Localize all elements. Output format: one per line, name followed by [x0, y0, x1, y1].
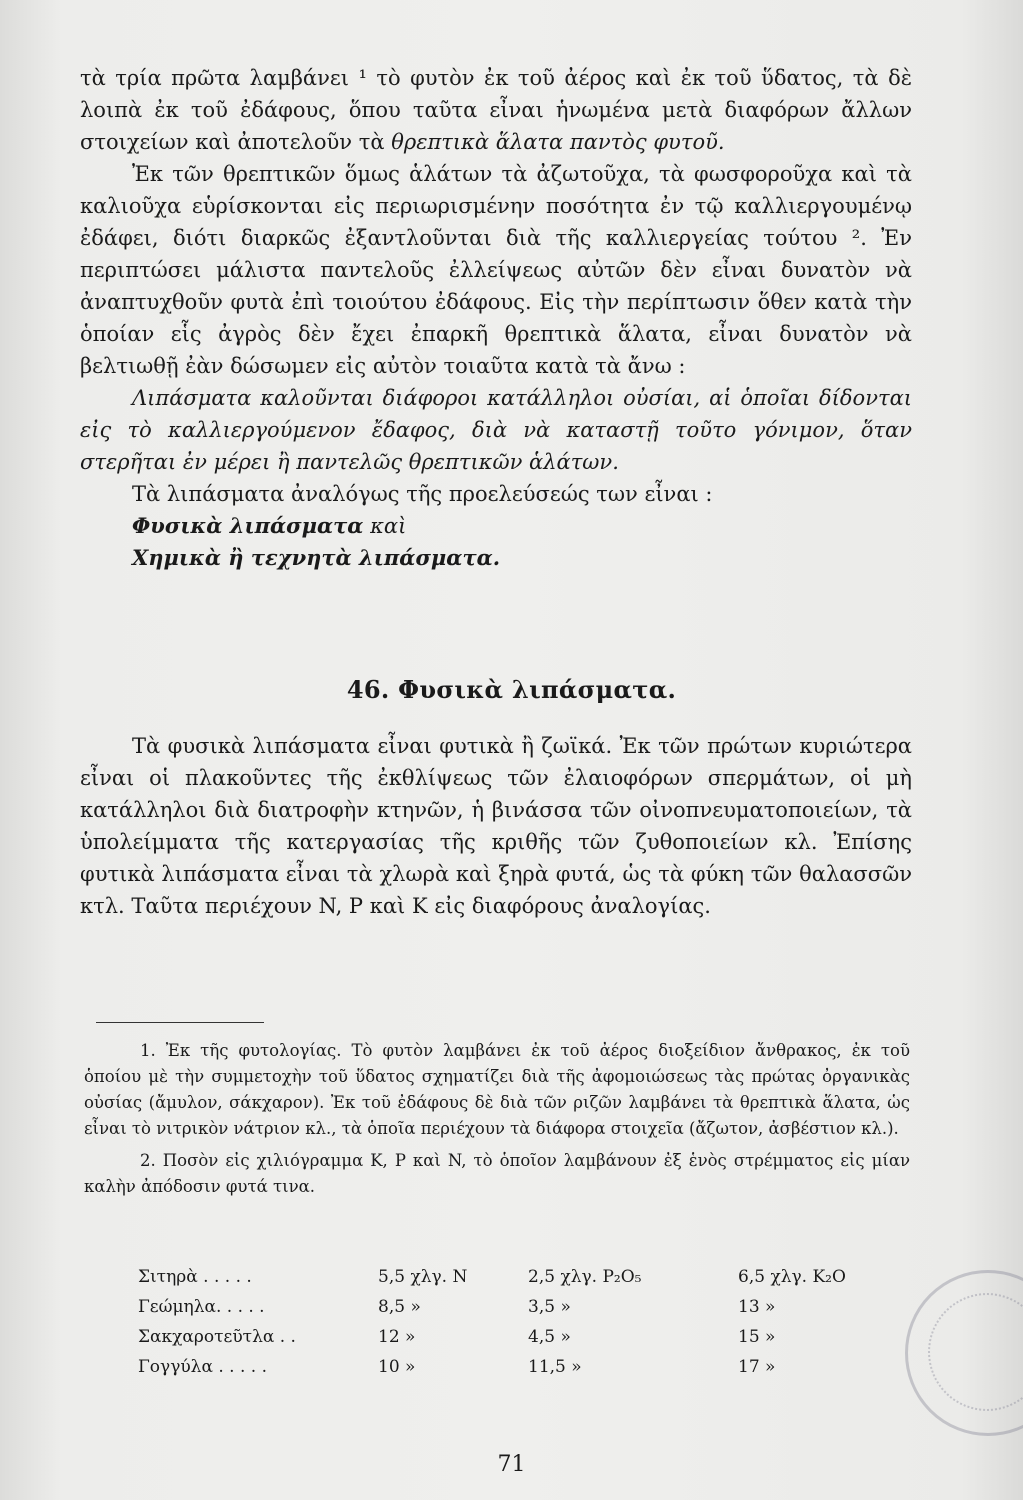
footnote-2: 2. Ποσὸν εἰς χιλιόγραμμα K, P καὶ N, τὸ ὁποῖον λαμβάνουν ἐξ ἑνὸς στρέμματος εἰς μίαν καλὴν ἀπόδοσιν φυτά τινα. — [84, 1151, 910, 1196]
table-cell: Γογγύλα . . . . . — [138, 1357, 267, 1377]
paragraph-4: Τὰ λιπάσματα ἀναλόγως τῆς προελεύσεώς των εἶναι : — [132, 482, 713, 506]
table-cell: 13 » — [738, 1297, 776, 1317]
paragraph-1 — [80, 62, 912, 158]
list-item-natural — [132, 510, 912, 542]
section-heading: 46. Φυσικὰ λιπάσματα. — [346, 675, 677, 704]
table-row — [138, 1292, 868, 1322]
fertilizer-table — [138, 1262, 868, 1382]
table-cell: 4,5 » — [528, 1327, 571, 1347]
table-cell: 10 » — [378, 1357, 416, 1377]
table-row — [138, 1322, 868, 1352]
table-cell: Σακχαροτεῦτλα . . — [138, 1327, 296, 1347]
paragraph-1-emphasis: θρεπτικὰ ἅλατα παντὸς φυτοῦ. — [391, 130, 725, 154]
list-item-chemical: Χημικὰ ἢ τεχνητὰ λιπάσματα. — [132, 545, 501, 570]
list-item-natural-tail: καὶ — [363, 514, 407, 538]
section-body — [80, 730, 912, 922]
table-cell: 8,5 » — [378, 1297, 421, 1317]
library-stamp — [905, 1270, 1023, 1436]
table-cell: 3,5 » — [528, 1297, 571, 1317]
section-paragraph: Τὰ φυσικὰ λιπάσματα εἶναι φυτικὰ ἢ ζωϊκά. Ἐκ τῶν πρώτων κυριώτερα εἶναι οἱ πλακοῦντες τῆς ἐκθλίψεως τῶν ἐλαιοφόρων σπερμάτων, οἱ μὴ κατάλληλοι διὰ διατροφὴν κτηνῶν, ἡ βινάσσα τῶν οἰνοπνευματοποιείων, τὰ ὑπολείμματα τῆς κατεργασίας τῆς κριθῆς τῶν ζυθοποιείων κλ. Ἐπίσης φυτικὰ λιπάσματα εἶναι τὰ χλωρὰ καὶ ξηρὰ φυτά, ὡς τὰ φύκη τῶν θαλασσῶν κτλ. Ταῦτα περιέχουν N, P καὶ K εἰς διαφόρους ἀναλογίας. — [80, 734, 912, 918]
body-text — [80, 62, 912, 574]
table-cell: 12 » — [378, 1327, 416, 1347]
footnote-divider — [96, 1022, 264, 1023]
table-row — [138, 1262, 868, 1292]
table-cell: 6,5 χλγ. K₂O — [738, 1267, 846, 1287]
list-item-natural-label: Φυσικὰ λιπάσματα — [132, 513, 364, 538]
table-cell: Γεώμηλα. . . . . — [138, 1297, 265, 1317]
table-cell: 11,5 » — [528, 1357, 582, 1377]
paragraph-2: Ἐκ τῶν θρεπτικῶν ὅμως ἁλάτων τὰ ἀζωτοῦχα, τὰ φωσφοροῦχα καὶ τὰ καλιοῦχα εὑρίσκονται εἰς περιωρισμένην ποσότητα ἐν τῷ καλλιεργουμένῳ ἐδάφει, διότι διαρκῶς ἐξαντλοῦνται διὰ τῆς καλλιεργείας τούτου ². Ἐν περιπτώσει μάλιστα παντελοῦς ἐλλείψεως αὐτῶν δὲν εἶναι δυνατὸν νὰ ἀναπτυχθοῦν φυτὰ ἐπὶ τοιούτου ἐδάφους. Εἰς τὴν περίπτωσιν ὅθεν κατὰ τὴν ὁποίαν εἷς ἀγρὸς δὲν ἔχει ἐπαρκῆ θρεπτικὰ ἅλατα, εἶναι δυνατὸν νὰ βελτιωθῇ ἐὰν δώσωμεν εἰς αὐτὸν τοιαῦτα κατὰ τὰ ἄνω : — [80, 162, 912, 378]
table-cell: Σιτηρὰ . . . . . — [138, 1267, 252, 1287]
table-cell: 17 » — [738, 1357, 776, 1377]
page-number: 71 — [497, 1452, 526, 1477]
paragraph-1-text: τὰ τρία πρῶτα λαμβάνει ¹ τὸ φυτὸν ἐκ τοῦ ἀέρος καὶ ἐκ τοῦ ὕδατος, τὰ δὲ λοιπὰ ἐκ τοῦ ἐδάφους, ὅπου ταῦτα εἶναι ἡνωμένα μετὰ διαφόρων ἄλλων στοιχείων καὶ ἀποτελοῦν τὰ — [80, 66, 912, 154]
table-row — [138, 1352, 868, 1382]
definition-paragraph: Λιπάσματα καλοῦνται διάφοροι κατάλληλοι οὐσίαι, αἱ ὁποῖαι δίδονται εἰς τὸ καλλιεργούμενον ἔδαφος, διὰ νὰ καταστῇ τοῦτο γόνιμον, ὅταν στερῆται ἐν μέρει ἢ παντελῶς θρεπτικῶν ἁλάτων. — [80, 386, 912, 474]
footnote-1: 1. Ἐκ τῆς φυτολογίας. Τὸ φυτὸν λαμβάνει ἐκ τοῦ ἀέρος διοξείδιον ἄνθρακος, ἐκ τοῦ ὁποίου μὲ τὴν συμμετοχὴν τοῦ ὕδατος σχηματίζει διὰ τῆς ἀφομοιώσεως τὰς πρώτας ὀργανικὰς οὐσίας (ἄμυλον, σάκχαρον). Ἐκ τοῦ ἐδάφους δὲ διὰ τῶν ριζῶν λαμβάνει τὰ θρεπτικὰ ἅλατα, ὡς εἶναι τὸ νιτρικὸν νάτριον κλ., τὰ ὁποῖα περιέχουν τὰ διάφορα στοιχεῖα (ἄζωτον, ἀσβέστιον κλ.). — [84, 1041, 910, 1138]
table-cell: 2,5 χλγ. P₂O₅ — [528, 1267, 642, 1287]
table-cell: 15 » — [738, 1327, 776, 1347]
footnotes — [84, 1038, 910, 1200]
table-cell: 5,5 χλγ. N — [378, 1267, 468, 1287]
